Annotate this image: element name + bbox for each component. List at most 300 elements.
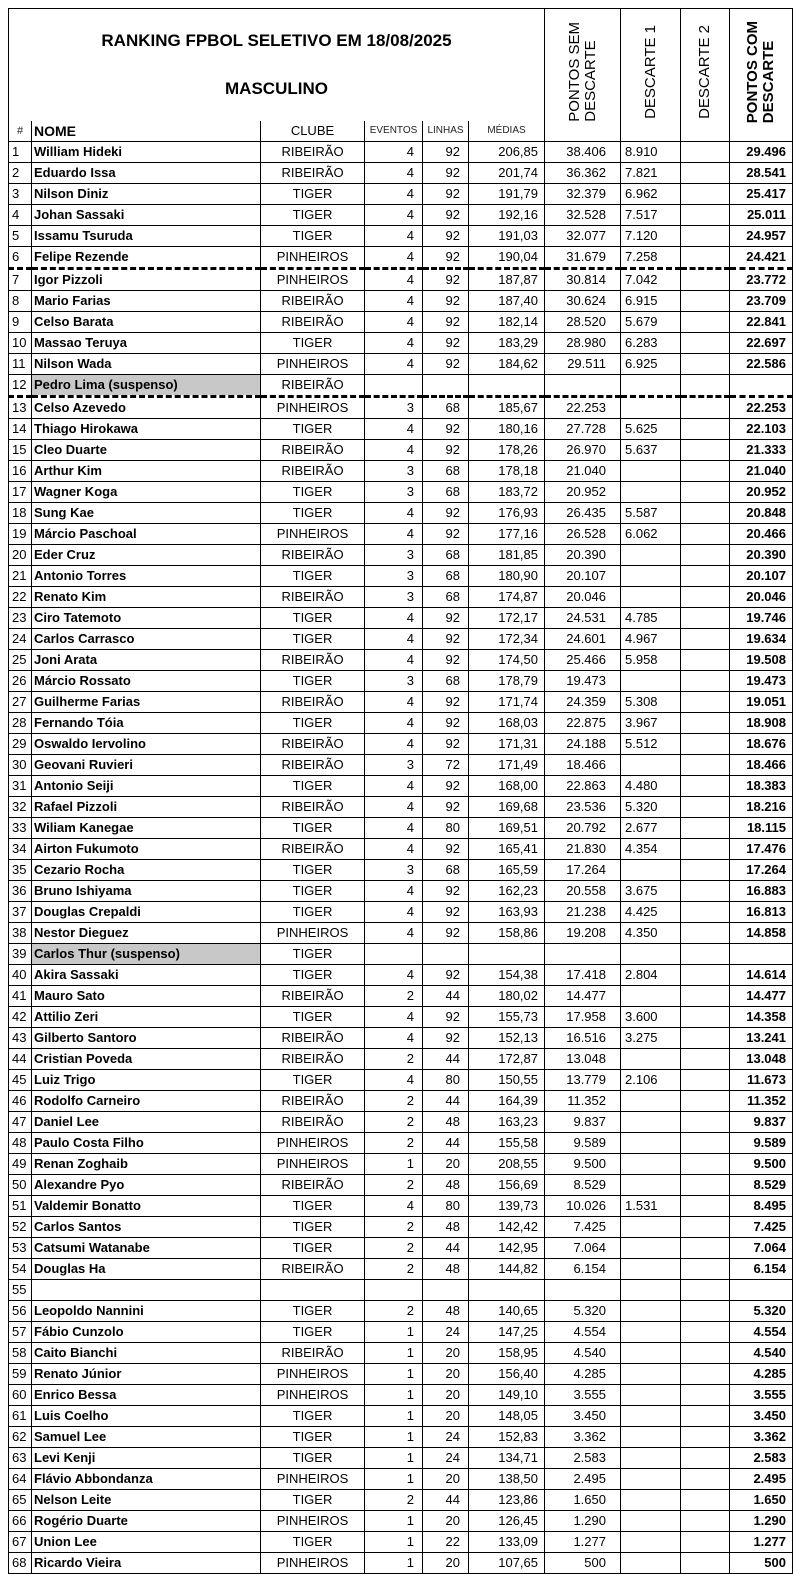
- pontos-com-cell: 13.048: [730, 1048, 793, 1069]
- rank-cell: 52: [9, 1216, 32, 1237]
- descarte1-cell: 4.354: [621, 838, 681, 859]
- descarte2-cell: [681, 649, 730, 670]
- pontos-sem-cell: 3.362: [545, 1426, 621, 1447]
- pontos-com-cell: 8.529: [730, 1174, 793, 1195]
- club-cell: TIGER: [261, 817, 365, 838]
- medias-cell: 174,50: [469, 649, 545, 670]
- pontos-com-cell: 2.495: [730, 1468, 793, 1489]
- descarte2-cell: [681, 1447, 730, 1468]
- pontos-com-cell: 2.583: [730, 1447, 793, 1468]
- linhas-cell: 44: [423, 1132, 469, 1153]
- descarte1-cell: [621, 1531, 681, 1552]
- linhas-cell: 44: [423, 1237, 469, 1258]
- rank-cell: 23: [9, 607, 32, 628]
- rank-cell: 14: [9, 418, 32, 439]
- name-cell: Oswaldo Iervolino: [32, 733, 261, 754]
- pontos-com-cell: 18.383: [730, 775, 793, 796]
- descarte2-cell: [681, 586, 730, 607]
- eventos-cell: 4: [365, 817, 423, 838]
- eventos-cell: 4: [365, 691, 423, 712]
- descarte1-cell: 3.967: [621, 712, 681, 733]
- eventos-cell: 4: [365, 838, 423, 859]
- descarte1-cell: 4.350: [621, 922, 681, 943]
- rank-cell: 35: [9, 859, 32, 880]
- pontos-sem-cell: 3.450: [545, 1405, 621, 1426]
- club-cell: RIBEIRÃO: [261, 374, 365, 396]
- medias-cell: 140,65: [469, 1300, 545, 1321]
- pontos-com-cell: 21.333: [730, 439, 793, 460]
- club-cell: RIBEIRÃO: [261, 691, 365, 712]
- descarte1-cell: [621, 1111, 681, 1132]
- linhas-cell: 24: [423, 1447, 469, 1468]
- pontos-com-cell: 21.040: [730, 460, 793, 481]
- medias-cell: 168,00: [469, 775, 545, 796]
- club-cell: PINHEIROS: [261, 1384, 365, 1405]
- eventos-cell: 4: [365, 225, 423, 246]
- descarte1-cell: [621, 859, 681, 880]
- descarte2-cell: [681, 290, 730, 311]
- rank-cell: 43: [9, 1027, 32, 1048]
- pontos-com-cell: 20.466: [730, 523, 793, 544]
- eventos-cell: 4: [365, 1069, 423, 1090]
- pontos-com-cell: 5.320: [730, 1300, 793, 1321]
- descarte2-cell: [681, 1510, 730, 1531]
- rank-cell: 11: [9, 353, 32, 374]
- descarte1-cell: 7.258: [621, 246, 681, 268]
- name-cell: Wagner Koga: [32, 481, 261, 502]
- linhas-cell: 92: [423, 225, 469, 246]
- descarte2-cell: [681, 712, 730, 733]
- table-row: [9, 1279, 793, 1300]
- pontos-sem-cell: 20.046: [545, 586, 621, 607]
- descarte1-cell: [621, 544, 681, 565]
- name-cell: Eder Cruz: [32, 544, 261, 565]
- rank-cell: 30: [9, 754, 32, 775]
- name-cell: Carlos Santos: [32, 1216, 261, 1237]
- col-header-linhas: LINHAS: [423, 121, 469, 142]
- descarte2-cell: [681, 775, 730, 796]
- linhas-cell: 68: [423, 460, 469, 481]
- table-row: [9, 396, 793, 418]
- table-row: [9, 922, 793, 943]
- pontos-sem-cell: 30.814: [545, 268, 621, 290]
- linhas-cell: 92: [423, 964, 469, 985]
- pontos-com-cell: 3.450: [730, 1405, 793, 1426]
- medias-cell: 158,95: [469, 1342, 545, 1363]
- name-cell: Antonio Torres: [32, 565, 261, 586]
- pontos-com-cell: 28.541: [730, 162, 793, 183]
- linhas-cell: 20: [423, 1468, 469, 1489]
- rank-cell: 60: [9, 1384, 32, 1405]
- pontos-sem-cell: 26.970: [545, 439, 621, 460]
- medias-cell: 139,73: [469, 1195, 545, 1216]
- page-title: RANKING FPBOL SELETIVO EM 18/08/2025: [101, 30, 452, 50]
- linhas-cell: 92: [423, 880, 469, 901]
- descarte2-cell: [681, 817, 730, 838]
- linhas-cell: 48: [423, 1174, 469, 1195]
- descarte2-cell: [681, 1468, 730, 1489]
- table-row: [9, 353, 793, 374]
- club-cell: TIGER: [261, 1216, 365, 1237]
- pontos-com-cell: 16.883: [730, 880, 793, 901]
- descarte1-cell: 4.967: [621, 628, 681, 649]
- medias-cell: 187,87: [469, 268, 545, 290]
- club-cell: PINHEIROS: [261, 1153, 365, 1174]
- descarte1-cell: [621, 1237, 681, 1258]
- descarte2-cell: [681, 1405, 730, 1426]
- table-row: [9, 481, 793, 502]
- descarte2-cell: [681, 733, 730, 754]
- medias-cell: 180,16: [469, 418, 545, 439]
- medias-cell: 172,34: [469, 628, 545, 649]
- club-cell: PINHEIROS: [261, 268, 365, 290]
- eventos-cell: 1: [365, 1552, 423, 1573]
- descarte1-cell: [621, 1510, 681, 1531]
- club-cell: PINHEIROS: [261, 1132, 365, 1153]
- table-row: [9, 1216, 793, 1237]
- pontos-com-cell: 6.154: [730, 1258, 793, 1279]
- pontos-sem-cell: 20.952: [545, 481, 621, 502]
- medias-cell: 171,31: [469, 733, 545, 754]
- col-header-medias: MÉDIAS: [469, 121, 545, 142]
- linhas-cell: 44: [423, 1090, 469, 1111]
- descarte2-cell: [681, 607, 730, 628]
- name-cell: Carlos Carrasco: [32, 628, 261, 649]
- eventos-cell: 3: [365, 859, 423, 880]
- club-cell: PINHEIROS: [261, 1363, 365, 1384]
- descarte1-cell: 5.308: [621, 691, 681, 712]
- pontos-sem-cell: 21.040: [545, 460, 621, 481]
- table-row: [9, 670, 793, 691]
- table-row: [9, 1027, 793, 1048]
- descarte2-cell: [681, 311, 730, 332]
- medias-cell: 178,26: [469, 439, 545, 460]
- linhas-cell: 48: [423, 1300, 469, 1321]
- descarte1-cell: [621, 943, 681, 964]
- descarte1-cell: [621, 1258, 681, 1279]
- pontos-com-cell: 14.858: [730, 922, 793, 943]
- club-cell: TIGER: [261, 901, 365, 922]
- rank-cell: 64: [9, 1468, 32, 1489]
- rank-cell: 59: [9, 1363, 32, 1384]
- pontos-sem-cell: 7.425: [545, 1216, 621, 1237]
- club-cell: RIBEIRÃO: [261, 796, 365, 817]
- header-row: [9, 9, 793, 121]
- descarte1-cell: [621, 754, 681, 775]
- club-cell: RIBEIRÃO: [261, 1111, 365, 1132]
- pontos-sem-cell: 28.980: [545, 332, 621, 353]
- eventos-cell: 4: [365, 502, 423, 523]
- linhas-cell: 92: [423, 838, 469, 859]
- club-cell: RIBEIRÃO: [261, 162, 365, 183]
- descarte1-cell: [621, 396, 681, 418]
- rank-cell: 19: [9, 523, 32, 544]
- descarte1-cell: 1.531: [621, 1195, 681, 1216]
- eventos-cell: 3: [365, 481, 423, 502]
- pontos-sem-cell: [545, 374, 621, 396]
- col-header-pontos-sem: PONTOS SEM DESCARTE: [545, 9, 621, 142]
- rank-cell: 3: [9, 183, 32, 204]
- eventos-cell: 4: [365, 607, 423, 628]
- rank-cell: 40: [9, 964, 32, 985]
- medias-cell: 163,23: [469, 1111, 545, 1132]
- club-cell: TIGER: [261, 1531, 365, 1552]
- rank-cell: 45: [9, 1069, 32, 1090]
- eventos-cell: 4: [365, 775, 423, 796]
- linhas-cell: 92: [423, 204, 469, 225]
- pontos-com-cell: 9.837: [730, 1111, 793, 1132]
- rank-cell: 4: [9, 204, 32, 225]
- table-row: [9, 1153, 793, 1174]
- club-cell: TIGER: [261, 880, 365, 901]
- descarte1-cell: 5.320: [621, 796, 681, 817]
- pontos-sem-cell: 17.264: [545, 859, 621, 880]
- rank-cell: 10: [9, 332, 32, 353]
- eventos-cell: 4: [365, 439, 423, 460]
- eventos-cell: 2: [365, 1489, 423, 1510]
- linhas-cell: 92: [423, 523, 469, 544]
- name-cell: Douglas Ha: [32, 1258, 261, 1279]
- pontos-com-cell: 24.421: [730, 246, 793, 268]
- linhas-cell: 92: [423, 1027, 469, 1048]
- descarte2-cell: [681, 1489, 730, 1510]
- pontos-sem-cell: 5.320: [545, 1300, 621, 1321]
- pontos-sem-cell: 14.477: [545, 985, 621, 1006]
- table-row: [9, 649, 793, 670]
- pontos-sem-cell: 9.837: [545, 1111, 621, 1132]
- pontos-sem-cell: 2.583: [545, 1447, 621, 1468]
- linhas-cell: 20: [423, 1363, 469, 1384]
- linhas-cell: 92: [423, 418, 469, 439]
- club-cell: RIBEIRÃO: [261, 586, 365, 607]
- table-row: [9, 712, 793, 733]
- table-row: [9, 1447, 793, 1468]
- eventos-cell: 3: [365, 670, 423, 691]
- table-row: [9, 1132, 793, 1153]
- medias-cell: 182,14: [469, 311, 545, 332]
- club-cell: RIBEIRÃO: [261, 311, 365, 332]
- descarte2-cell: [681, 565, 730, 586]
- table-row: [9, 1006, 793, 1027]
- descarte2-cell: [681, 1426, 730, 1447]
- linhas-cell: 92: [423, 246, 469, 268]
- pontos-com-cell: 19.473: [730, 670, 793, 691]
- descarte2-cell: [681, 964, 730, 985]
- descarte1-cell: 5.625: [621, 418, 681, 439]
- linhas-cell: 68: [423, 586, 469, 607]
- descarte2-cell: [681, 183, 730, 204]
- medias-cell: 152,83: [469, 1426, 545, 1447]
- linhas-cell: 20: [423, 1153, 469, 1174]
- pontos-sem-cell: 22.875: [545, 712, 621, 733]
- descarte2-cell: [681, 1342, 730, 1363]
- linhas-cell: 68: [423, 481, 469, 502]
- descarte1-cell: [621, 1426, 681, 1447]
- eventos-cell: 4: [365, 418, 423, 439]
- descarte1-cell: 3.275: [621, 1027, 681, 1048]
- rank-cell: 32: [9, 796, 32, 817]
- name-cell: Pedro Lima (suspenso): [32, 374, 261, 396]
- eventos-cell: 4: [365, 1006, 423, 1027]
- table-row: [9, 1321, 793, 1342]
- pontos-com-cell: 20.952: [730, 481, 793, 502]
- descarte2-cell: [681, 1279, 730, 1300]
- descarte1-cell: [621, 670, 681, 691]
- linhas-cell: 92: [423, 502, 469, 523]
- linhas-cell: 68: [423, 544, 469, 565]
- name-cell: Issamu Tsuruda: [32, 225, 261, 246]
- name-cell: Airton Fukumoto: [32, 838, 261, 859]
- table-row: [9, 1510, 793, 1531]
- descarte2-cell: [681, 943, 730, 964]
- club-cell: PINHEIROS: [261, 1468, 365, 1489]
- table-row: [9, 1174, 793, 1195]
- medias-cell: 156,69: [469, 1174, 545, 1195]
- name-cell: Luis Coelho: [32, 1405, 261, 1426]
- eventos-cell: 4: [365, 290, 423, 311]
- rank-cell: 63: [9, 1447, 32, 1468]
- club-cell: TIGER: [261, 1300, 365, 1321]
- pontos-sem-cell: 1.277: [545, 1531, 621, 1552]
- rank-cell: 22: [9, 586, 32, 607]
- descarte2-cell: [681, 1048, 730, 1069]
- club-cell: RIBEIRÃO: [261, 754, 365, 775]
- table-row: [9, 502, 793, 523]
- pontos-com-cell: 18.908: [730, 712, 793, 733]
- linhas-cell: 44: [423, 985, 469, 1006]
- eventos-cell: 4: [365, 523, 423, 544]
- col-header-clube: CLUBE: [261, 121, 365, 142]
- club-cell: PINHEIROS: [261, 396, 365, 418]
- name-cell: Arthur Kim: [32, 460, 261, 481]
- medias-cell: 178,79: [469, 670, 545, 691]
- pontos-com-cell: 14.614: [730, 964, 793, 985]
- pontos-com-cell: 22.841: [730, 311, 793, 332]
- descarte2-cell: [681, 544, 730, 565]
- pontos-com-cell: 29.496: [730, 141, 793, 162]
- club-cell: TIGER: [261, 607, 365, 628]
- table-row: [9, 246, 793, 268]
- pontos-sem-cell: 2.495: [545, 1468, 621, 1489]
- pontos-sem-cell: 20.792: [545, 817, 621, 838]
- pontos-sem-cell: 16.516: [545, 1027, 621, 1048]
- rank-cell: 47: [9, 1111, 32, 1132]
- eventos-cell: 4: [365, 649, 423, 670]
- eventos-cell: 4: [365, 796, 423, 817]
- descarte2-cell: [681, 1132, 730, 1153]
- descarte1-cell: [621, 1300, 681, 1321]
- pontos-com-cell: 18.216: [730, 796, 793, 817]
- medias-cell: 163,93: [469, 901, 545, 922]
- descarte1-cell: [621, 1342, 681, 1363]
- linhas-cell: 80: [423, 817, 469, 838]
- name-cell: Márcio Paschoal: [32, 523, 261, 544]
- descarte1-cell: 4.425: [621, 901, 681, 922]
- name-cell: Ricardo Vieira: [32, 1552, 261, 1573]
- eventos-cell: 1: [365, 1447, 423, 1468]
- name-cell: Luiz Trigo: [32, 1069, 261, 1090]
- club-cell: RIBEIRÃO: [261, 985, 365, 1006]
- eventos-cell: 3: [365, 565, 423, 586]
- rank-cell: 36: [9, 880, 32, 901]
- linhas-cell: 92: [423, 691, 469, 712]
- club-cell: TIGER: [261, 964, 365, 985]
- pontos-sem-cell: 1.650: [545, 1489, 621, 1510]
- linhas-cell: 24: [423, 1321, 469, 1342]
- pontos-sem-cell: 20.558: [545, 880, 621, 901]
- pontos-sem-cell: 8.529: [545, 1174, 621, 1195]
- descarte1-cell: 7.042: [621, 268, 681, 290]
- pontos-com-cell: 9.589: [730, 1132, 793, 1153]
- title-cell: [9, 9, 545, 121]
- pontos-sem-cell: 32.379: [545, 183, 621, 204]
- pontos-com-cell: 17.264: [730, 859, 793, 880]
- descarte1-cell: 5.679: [621, 311, 681, 332]
- rank-cell: 21: [9, 565, 32, 586]
- pontos-com-cell: [730, 943, 793, 964]
- pontos-sem-cell: 21.830: [545, 838, 621, 859]
- eventos-cell: 4: [365, 353, 423, 374]
- descarte2-cell: [681, 523, 730, 544]
- table-row: [9, 439, 793, 460]
- rank-cell: 58: [9, 1342, 32, 1363]
- descarte2-cell: [681, 502, 730, 523]
- club-cell: RIBEIRÃO: [261, 290, 365, 311]
- medias-cell: 208,55: [469, 1153, 545, 1174]
- name-cell: Fábio Cunzolo: [32, 1321, 261, 1342]
- pontos-com-cell: [730, 374, 793, 396]
- club-cell: TIGER: [261, 1006, 365, 1027]
- pontos-com-cell: 1.650: [730, 1489, 793, 1510]
- linhas-cell: 92: [423, 311, 469, 332]
- club-cell: TIGER: [261, 1321, 365, 1342]
- descarte2-cell: [681, 374, 730, 396]
- name-cell: Nilson Diniz: [32, 183, 261, 204]
- rank-cell: 53: [9, 1237, 32, 1258]
- eventos-cell: 4: [365, 141, 423, 162]
- table-row: [9, 1342, 793, 1363]
- medias-cell: 162,23: [469, 880, 545, 901]
- linhas-cell: 20: [423, 1405, 469, 1426]
- table-row: [9, 796, 793, 817]
- table-row: [9, 901, 793, 922]
- descarte2-cell: [681, 225, 730, 246]
- descarte1-cell: [621, 374, 681, 396]
- medias-cell: 149,10: [469, 1384, 545, 1405]
- col-header-eventos: EVENTOS: [365, 121, 423, 142]
- name-cell: William Hideki: [32, 141, 261, 162]
- club-cell: TIGER: [261, 502, 365, 523]
- eventos-cell: 2: [365, 1090, 423, 1111]
- eventos-cell: 4: [365, 733, 423, 754]
- pontos-sem-cell: 7.064: [545, 1237, 621, 1258]
- name-cell: Nelson Leite: [32, 1489, 261, 1510]
- medias-cell: 184,62: [469, 353, 545, 374]
- pontos-sem-cell: 1.290: [545, 1510, 621, 1531]
- table-row: [9, 225, 793, 246]
- name-cell: Gilberto Santoro: [32, 1027, 261, 1048]
- linhas-cell: 20: [423, 1342, 469, 1363]
- pontos-com-cell: 23.772: [730, 268, 793, 290]
- eventos-cell: 4: [365, 204, 423, 225]
- club-cell: [261, 1279, 365, 1300]
- pontos-sem-cell: 32.528: [545, 204, 621, 225]
- rank-cell: 27: [9, 691, 32, 712]
- club-cell: RIBEIRÃO: [261, 1342, 365, 1363]
- medias-cell: 152,13: [469, 1027, 545, 1048]
- pontos-com-cell: 22.586: [730, 353, 793, 374]
- descarte2-cell: [681, 1174, 730, 1195]
